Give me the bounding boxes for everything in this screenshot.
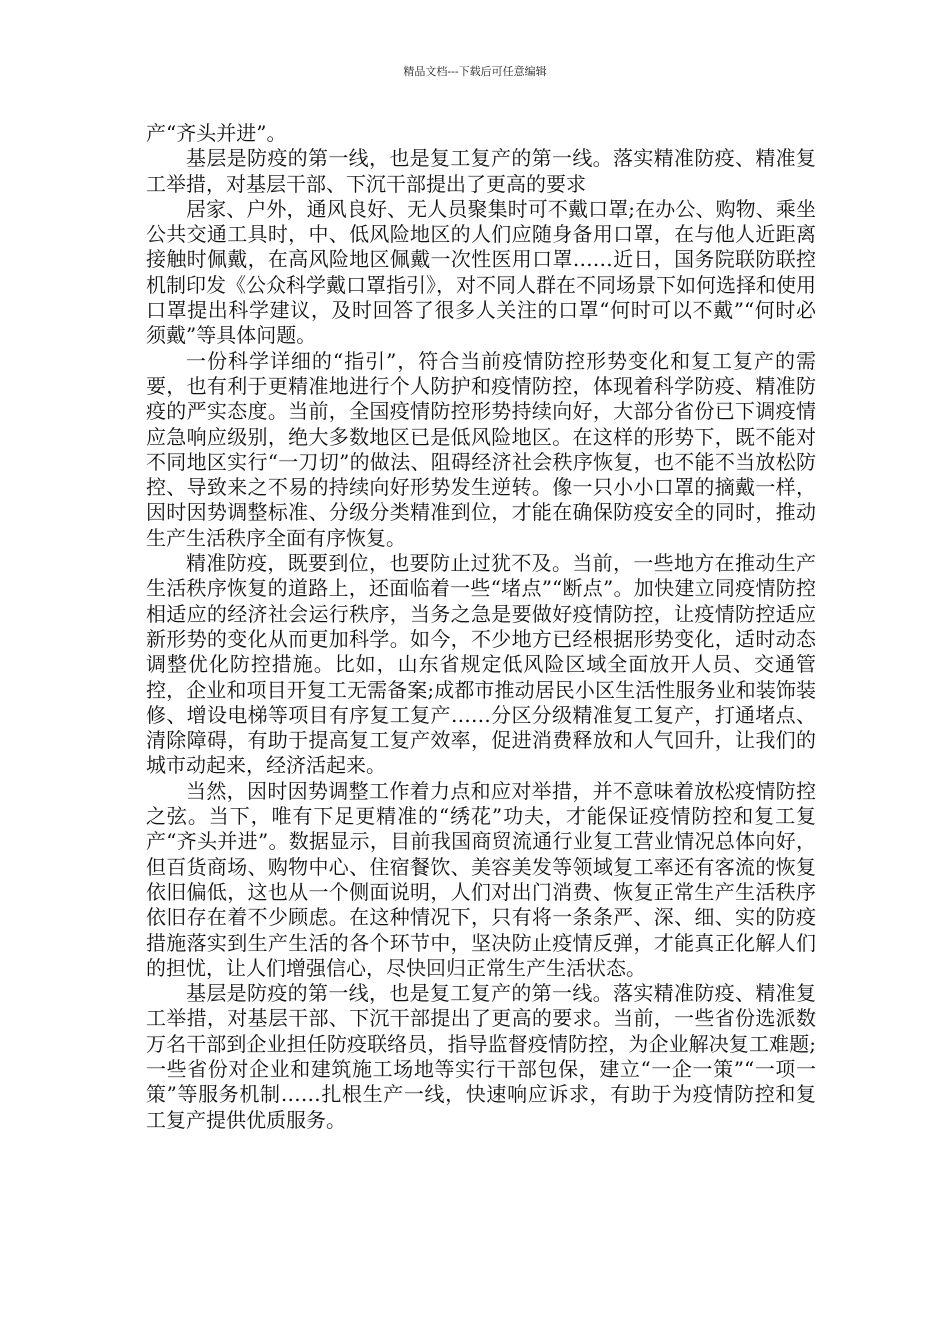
paragraph-3: 居家、户外，通风良好、无人员聚集时可不戴口罩;在办公、购物、乘坐公共交通工具时，中、低风险地区的人们应随身备用口罩，在与他人近距离接触时佩戴，在高风险地区佩戴一次性医用口罩……近日，国务院联防联控机制印发《公众科学戴口罩指引》，对不同人群在不同场景下如何选择和使用口罩提出科学建议，及时回答了很多人关注的口罩“何时可以不戴”“何时必须戴”等具体问题。 (146, 196, 816, 348)
paragraph-1: 产“齐头并进”。 (146, 121, 287, 145)
paragraph-5: 精准防疫，既要到位，也要防止过犹不及。当前，一些地方在推动生产生活秩序恢复的道路上，还面临着一些“堵点”“断点”。加快建立同疫情防控相适应的经济社会运行秩序，当务之急是要做好疫情防控，让疫情防控适应新形势的变化从而更加科学。如今，不少地方已经根据形势变化，适时动态调整优化防控措施。比如，山东省规定低风险区域全面放开人员、交通管控，企业和项目开复工无需备案;成都市推动居民小区生活性服务业和装饰装修、增设电梯等项目有序复工复产……分区分级精准复工复产，打通堵点、清除障碍，有助于提高复工复产效率，促进消费释放和人气回升，让我们的城市动起来，经济活起来。 (146, 551, 816, 778)
paragraph-4: 一份科学详细的“指引”，符合当前疫情防控形势变化和复工复产的需要，也有利于更精准地进行个人防护和疫情防控，体现着科学防疫、精准防疫的严实态度。当前，全国疫情防控形势持续向好，大部分省份已下调疫情应急响应级别，绝大多数地区已是低风险地区。在这样的形势下，既不能对不同地区实行“一刀切”的做法、阻碍经济社会秩序恢复，也不能不当放松防控、导致来之不易的持续向好形势发生逆转。像一只小小口罩的摘戴一样，因时因势调整标准、分级分类精准到位，才能在确保防疫安全的同时，推动生产生活秩序全面有序恢复。 (146, 348, 816, 550)
paragraph-7: 基层是防疫的第一线，也是复工复产的第一线。落实精准防疫、精准复工举措，对基层干部、下沉干部提出了更高的要求。当前，一些省份选派数万名干部到企业担任防疫联络员，指导监督疫情防控，为企业解决复工难题;一些省份对企业和建筑施工场地等实行干部包保，建立“一企一策”“一项一策”等服务机制……扎根生产一线，快速响应诉求，有助于为疫情防控和复工复产提供优质服务。 (146, 981, 816, 1132)
page-header: 精品文档---下载后可任意编辑 (403, 65, 547, 78)
document-body (146, 121, 816, 1133)
paragraph-2: 基层是防疫的第一线，也是复工复产的第一线。落实精准防疫、精准复工举措，对基层干部、下沉干部提出了更高的要求 (146, 146, 816, 196)
paragraph-6: 当然，因时因势调整工作着力点和应对举措，并不意味着放松疫情防控之弦。当下，唯有下足更精准的“绣花”功夫，才能保证疫情防控和复工复产“齐头并进”。数据显示，目前我国商贸流通行业复工营业情况总体向好，但百货商场、购物中心、住宿餐饮、美容美发等领域复工率还有客流的恢复依旧偏低，这也从一个侧面说明，人们对出门消费、恢复正常生产生活秩序依旧存在着不少顾虑。在这种情况下，只有将一条条严、深、细、实的防疫措施落实到生产生活的各个环节中，坚决防止疫情反弹，才能真正化解人们的担忧，让人们增强信心，尽快回归正常生产生活状态。 (146, 778, 816, 980)
